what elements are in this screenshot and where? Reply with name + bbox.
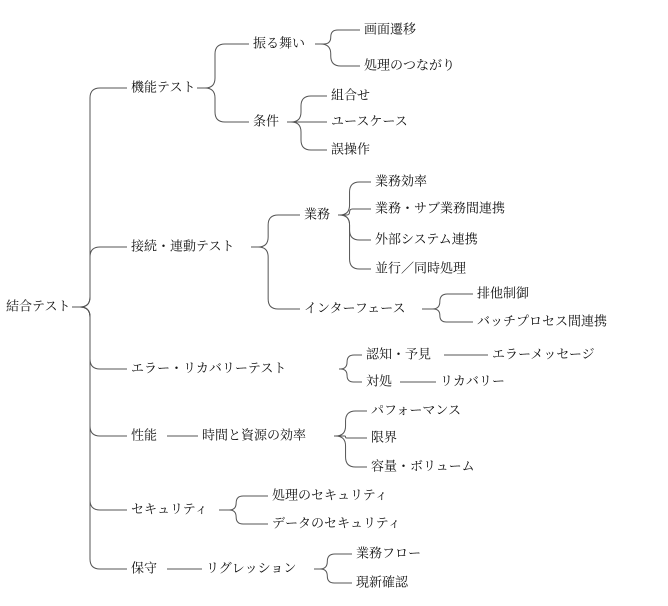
connector-root-to-n2 bbox=[72, 247, 127, 307]
connector-n1b-to-n1b3 bbox=[287, 122, 327, 150]
connector-n2a-to-n2a2 bbox=[338, 209, 371, 215]
connector-n1a-to-n1a2 bbox=[315, 44, 360, 66]
connector-n6a-to-n6a1 bbox=[314, 554, 352, 569]
connector-n4a-to-n4a2 bbox=[334, 436, 367, 438]
mindmap-node-n2a2: 業務・サブ業務間連携 bbox=[375, 201, 506, 217]
mindmap-node-n4: 性能 bbox=[131, 428, 158, 444]
connector-n3-to-n3a bbox=[339, 355, 362, 369]
mindmap-node-root: 結合テスト bbox=[6, 299, 71, 315]
mindmap-node-n1b1: 組合せ bbox=[331, 88, 371, 104]
mindmap-node-n3: エラー・リカバリーテスト bbox=[131, 361, 287, 377]
mindmap-node-n3a: 認知・予見 bbox=[366, 347, 432, 363]
mindmap-node-n6: 保守 bbox=[131, 561, 158, 577]
connector-root-to-n6 bbox=[72, 307, 127, 569]
mindmap-node-n4a3: 容量・ボリューム bbox=[371, 459, 475, 475]
mindmap-node-n2a3: 外部システム連携 bbox=[375, 232, 478, 248]
mindmap-node-n6a: リグレッション bbox=[206, 561, 297, 577]
mindmap-node-n1: 機能テスト bbox=[131, 80, 196, 96]
connector-n6a-to-n6a2 bbox=[314, 569, 352, 583]
mindmap-node-n6a2: 現新確認 bbox=[356, 575, 409, 591]
mindmap-node-n2b: インターフェース bbox=[304, 301, 406, 317]
connector-n1a-to-n1a1 bbox=[315, 30, 360, 44]
connector-n5-to-n5a bbox=[219, 496, 268, 510]
mindmap-node-n5b: データのセキュリティ bbox=[272, 516, 401, 532]
mindmap-node-n4a1: パフォーマンス bbox=[371, 403, 461, 419]
connector-n1-to-n1b bbox=[197, 88, 249, 122]
mindmap-node-n1a1: 画面遷移 bbox=[364, 22, 417, 38]
mindmap-node-n3b1: リカバリー bbox=[440, 374, 505, 390]
connector-n2-to-n2a bbox=[251, 215, 300, 247]
connector-root-to-n3 bbox=[72, 307, 127, 369]
mindmap-node-n2b2: バッチプロセス間連携 bbox=[477, 314, 608, 330]
mindmap-node-n2: 接続・連動テスト bbox=[131, 239, 235, 255]
connector-root-to-n1 bbox=[72, 88, 127, 307]
mindmap-node-n4a2: 限界 bbox=[371, 430, 398, 446]
connector-n1b-to-n1b1 bbox=[287, 96, 327, 122]
connector-n2b-to-n2b2 bbox=[422, 309, 473, 322]
connector-n2b-to-n2b1 bbox=[422, 294, 473, 309]
mindmap-node-n2a: 業務 bbox=[304, 207, 331, 223]
mindmap-node-n3a1: エラーメッセージ bbox=[492, 347, 595, 363]
connector-n3-to-n3b bbox=[339, 369, 362, 382]
mindmap-node-n1a2: 処理のつながり bbox=[364, 58, 456, 74]
mindmap-node-n5: セキュリティ bbox=[131, 502, 208, 518]
connector-n1-to-n1a bbox=[197, 44, 249, 88]
mindmap-node-n2a4: 並行／同時処理 bbox=[375, 261, 467, 277]
mindmap-node-n2b1: 排他制御 bbox=[477, 286, 530, 302]
connector-n4a-to-n4a3 bbox=[334, 436, 367, 467]
mindmap-node-n6a1: 業務フロー bbox=[356, 546, 422, 562]
mindmap-node-n2a1: 業務効率 bbox=[375, 174, 428, 190]
connector-root-to-n4 bbox=[72, 307, 127, 436]
mindmap-node-n3b: 対処 bbox=[366, 374, 393, 390]
mindmap-node-n1b3: 誤操作 bbox=[331, 142, 371, 158]
connector-n4a-to-n4a1 bbox=[334, 411, 367, 436]
connector-root-to-n5 bbox=[72, 307, 127, 510]
connector-n5-to-n5b bbox=[219, 510, 268, 524]
connector-n2a-to-n2a1 bbox=[338, 182, 371, 215]
mindmap-node-n1b2: ユースケース bbox=[331, 114, 408, 130]
mindmap-node-n1a: 振る舞い bbox=[253, 36, 306, 52]
mindmap-node-n5a: 処理のセキュリティ bbox=[272, 488, 388, 504]
mindmap-node-n1b: 条件 bbox=[253, 114, 280, 130]
connector-n2-to-n2b bbox=[251, 247, 300, 309]
connector-n2a-to-n2a4 bbox=[338, 215, 371, 269]
mindmap-node-n4a: 時間と資源の効率 bbox=[202, 428, 307, 444]
connector-n2a-to-n2a3 bbox=[338, 215, 371, 240]
